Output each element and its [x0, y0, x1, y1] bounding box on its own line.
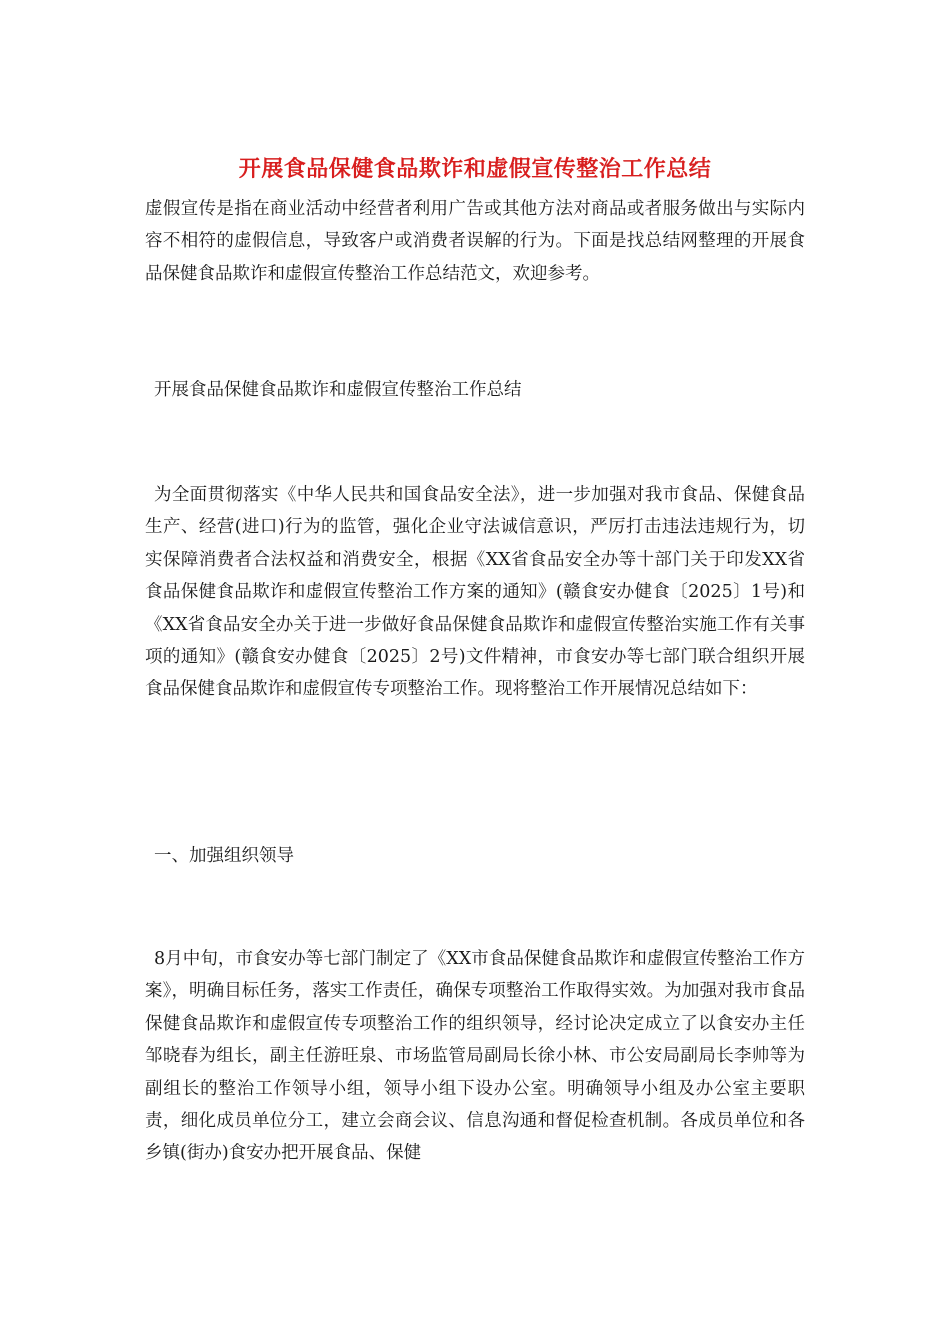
intro-paragraph: 虚假宣传是指在商业活动中经营者利用广告或其他方法对商品或者服务做出与实际内容不相符的虚假信息，导致客户或消费者误解的行为。下面是找总结网整理的开展食品保健食品欺诈和虚假宣传整治工作总结范文，欢迎参考。	[145, 199, 805, 284]
section-heading-1: 一、加强组织领导	[154, 846, 294, 866]
body-paragraph-2: 8月中旬，市食安办等七部门制定了《XX市食品保健食品欺诈和虚假宣传整治工作方案》，明确目标任务，落实工作责任，确保专项整治工作取得实效。为加强对我市食品保健食品欺诈和虚假宣传专项整治工作的组织领导，经讨论决定成立了以食安办主任邹晓春为组长，副主任游旺泉、市场监管局副局长徐小林、市公安局副局长李帅等为副组长的整治工作领导小组，领导小组下设办公室。明确领导小组及办公室主要职责，细化成员单位分工，建立会商会议、信息沟通和督促检查机制。各成员单位和各乡镇(街办)食安办把开展食品、保健	[145, 949, 805, 1164]
document-subtitle: 开展食品保健食品欺诈和虚假宣传整治工作总结	[154, 380, 522, 400]
body-paragraph-1: 为全面贯彻落实《中华人民共和国食品安全法》，进一步加强对我市食品、保健食品生产、经营(进口)行为的监管，强化企业守法诚信意识，严厉打击违法违规行为，切实保障消费者合法权益和消费安全，根据《XX省食品安全办等十部门关于印发XX省食品保健食品欺诈和虚假宣传整治工作方案的通知》(赣食安办健食〔2025〕1号)和《XX省食品安全办关于进一步做好食品保健食品欺诈和虚假宣传整治实施工作有关事项的通知》(赣食安办健食〔2025〕2号)文件精神，市食安办等七部门联合组织开展食品保健食品欺诈和虚假宣传专项整治工作。现将整治工作开展情况总结如下：	[145, 485, 805, 700]
document-title: 开展食品保健食品欺诈和虚假宣传整治工作总结	[238, 156, 712, 182]
